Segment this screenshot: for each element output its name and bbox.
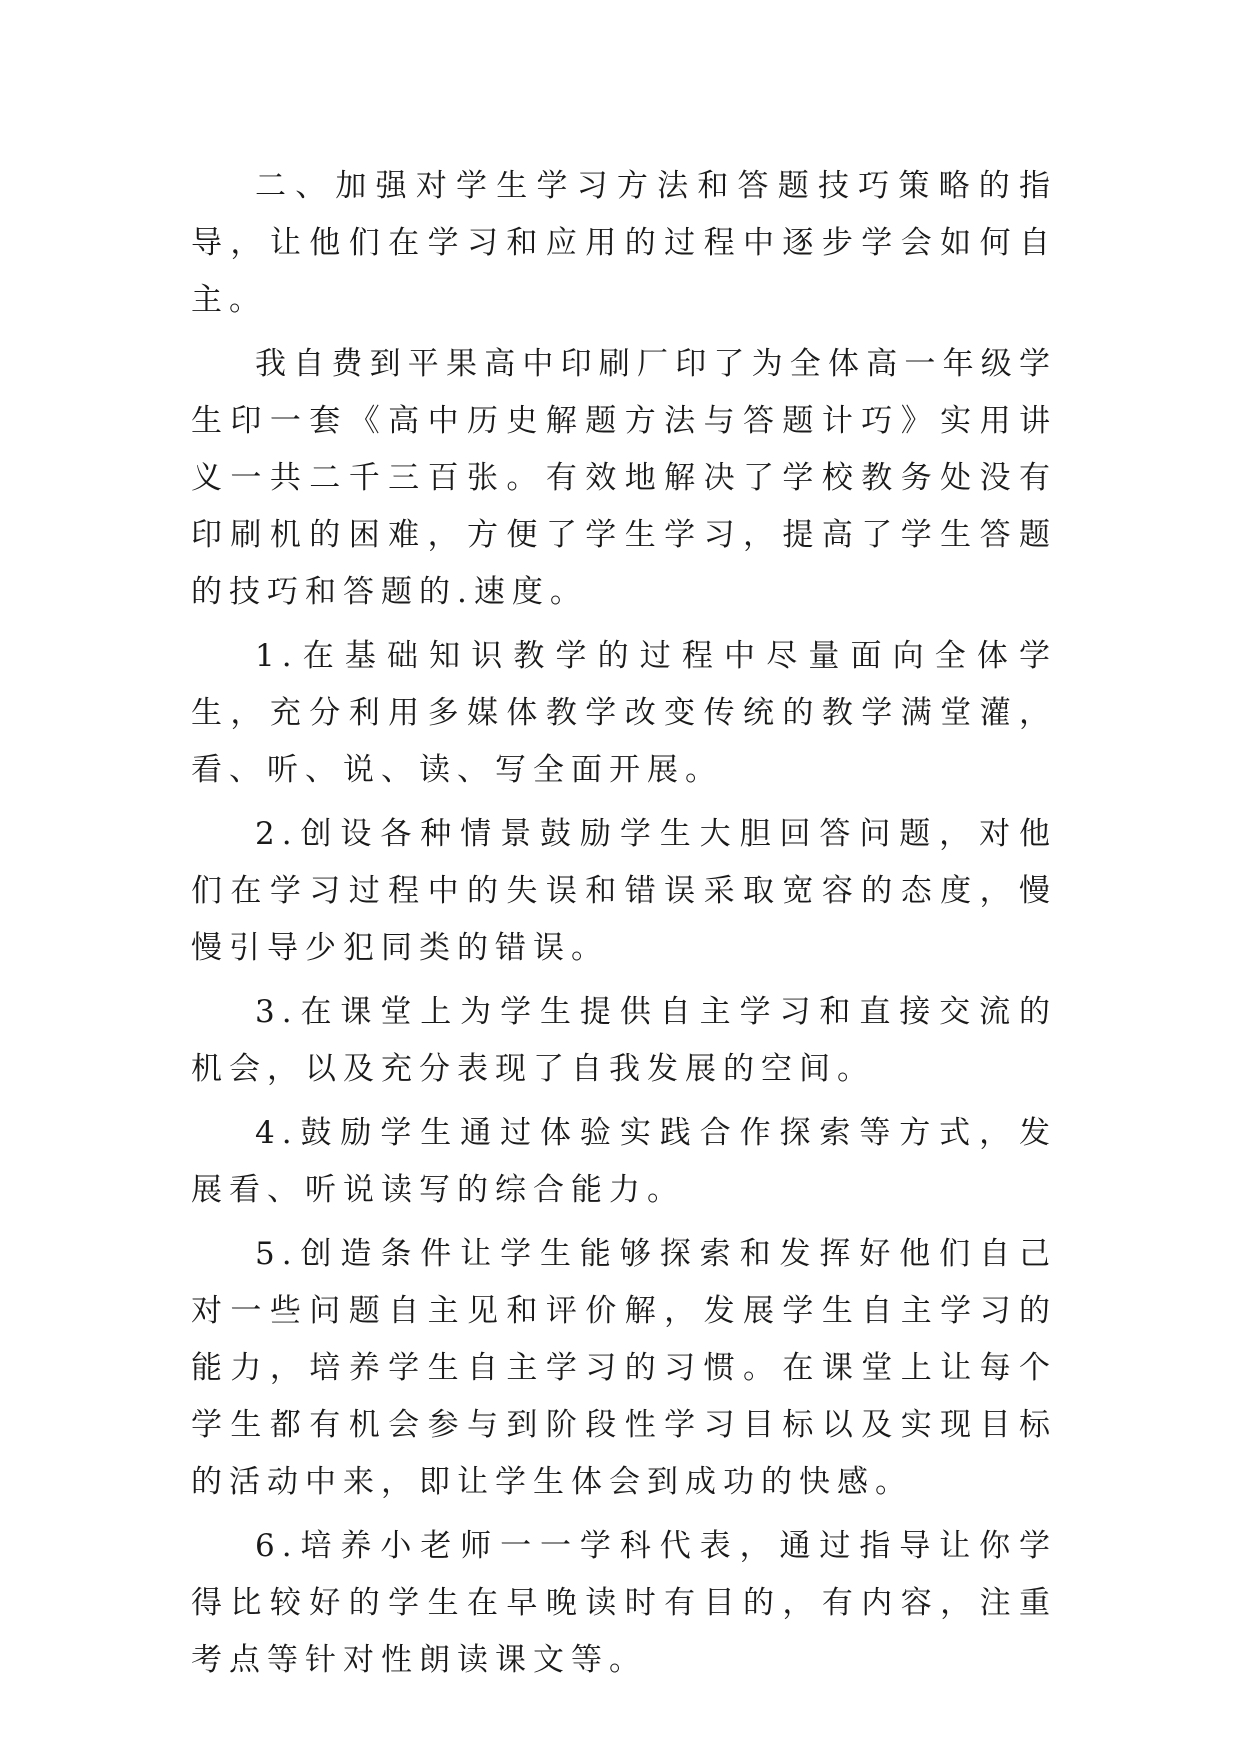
- paragraph-item-6: 6.培养小老师一一学科代表，通过指导让你学得比较好的学生在早晚读时有目的，有内容，注重考点等针对性朗读课文等。: [191, 1528, 1057, 1678]
- paragraph-item-5: 5.创造条件让学生能够探索和发挥好他们自己对一些问题自主见和评价解，发展学生自主学习的能力，培养学生自主学习的习惯。在课堂上让每个学生都有机会参与到阶段性学习目标以及实现目标的活动中来，即让学生体会到成功的快感。: [191, 1236, 1057, 1500]
- paragraph-item-1: 1.在基础知识教学的过程中尽量面向全体学生，充分利用多媒体教学改变传统的教学满堂灌，看、听、说、读、写全面开展。: [191, 638, 1057, 788]
- paragraph-item-2: 2.创设各种情景鼓励学生大胆回答问题，对他们在学习过程中的失误和错误采取宽容的态度，慢慢引导少犯同类的错误。: [191, 816, 1057, 966]
- paragraph-item-4: 4.鼓励学生通过体验实践合作探索等方式，发展看、听说读写的综合能力。: [191, 1115, 1057, 1208]
- paragraph-printing: 我自费到平果高中印刷厂印了为全体高一年级学生印一套《高中历史解题方法与答题计巧》实用讲义一共二千三百张。有效地解决了学校教务处没有印刷机的困难，方便了学生学习，提高了学生答题的技巧和答题的.速度。: [191, 346, 1057, 610]
- document-body: [191, 158, 1057, 1696]
- paragraph-section-heading: 二、加强对学生学习方法和答题技巧策略的指导，让他们在学习和应用的过程中逐步学会如何自主。: [191, 168, 1057, 318]
- paragraph-item-3: 3.在课堂上为学生提供自主学习和直接交流的机会，以及充分表现了自我发展的空间。: [191, 994, 1057, 1087]
